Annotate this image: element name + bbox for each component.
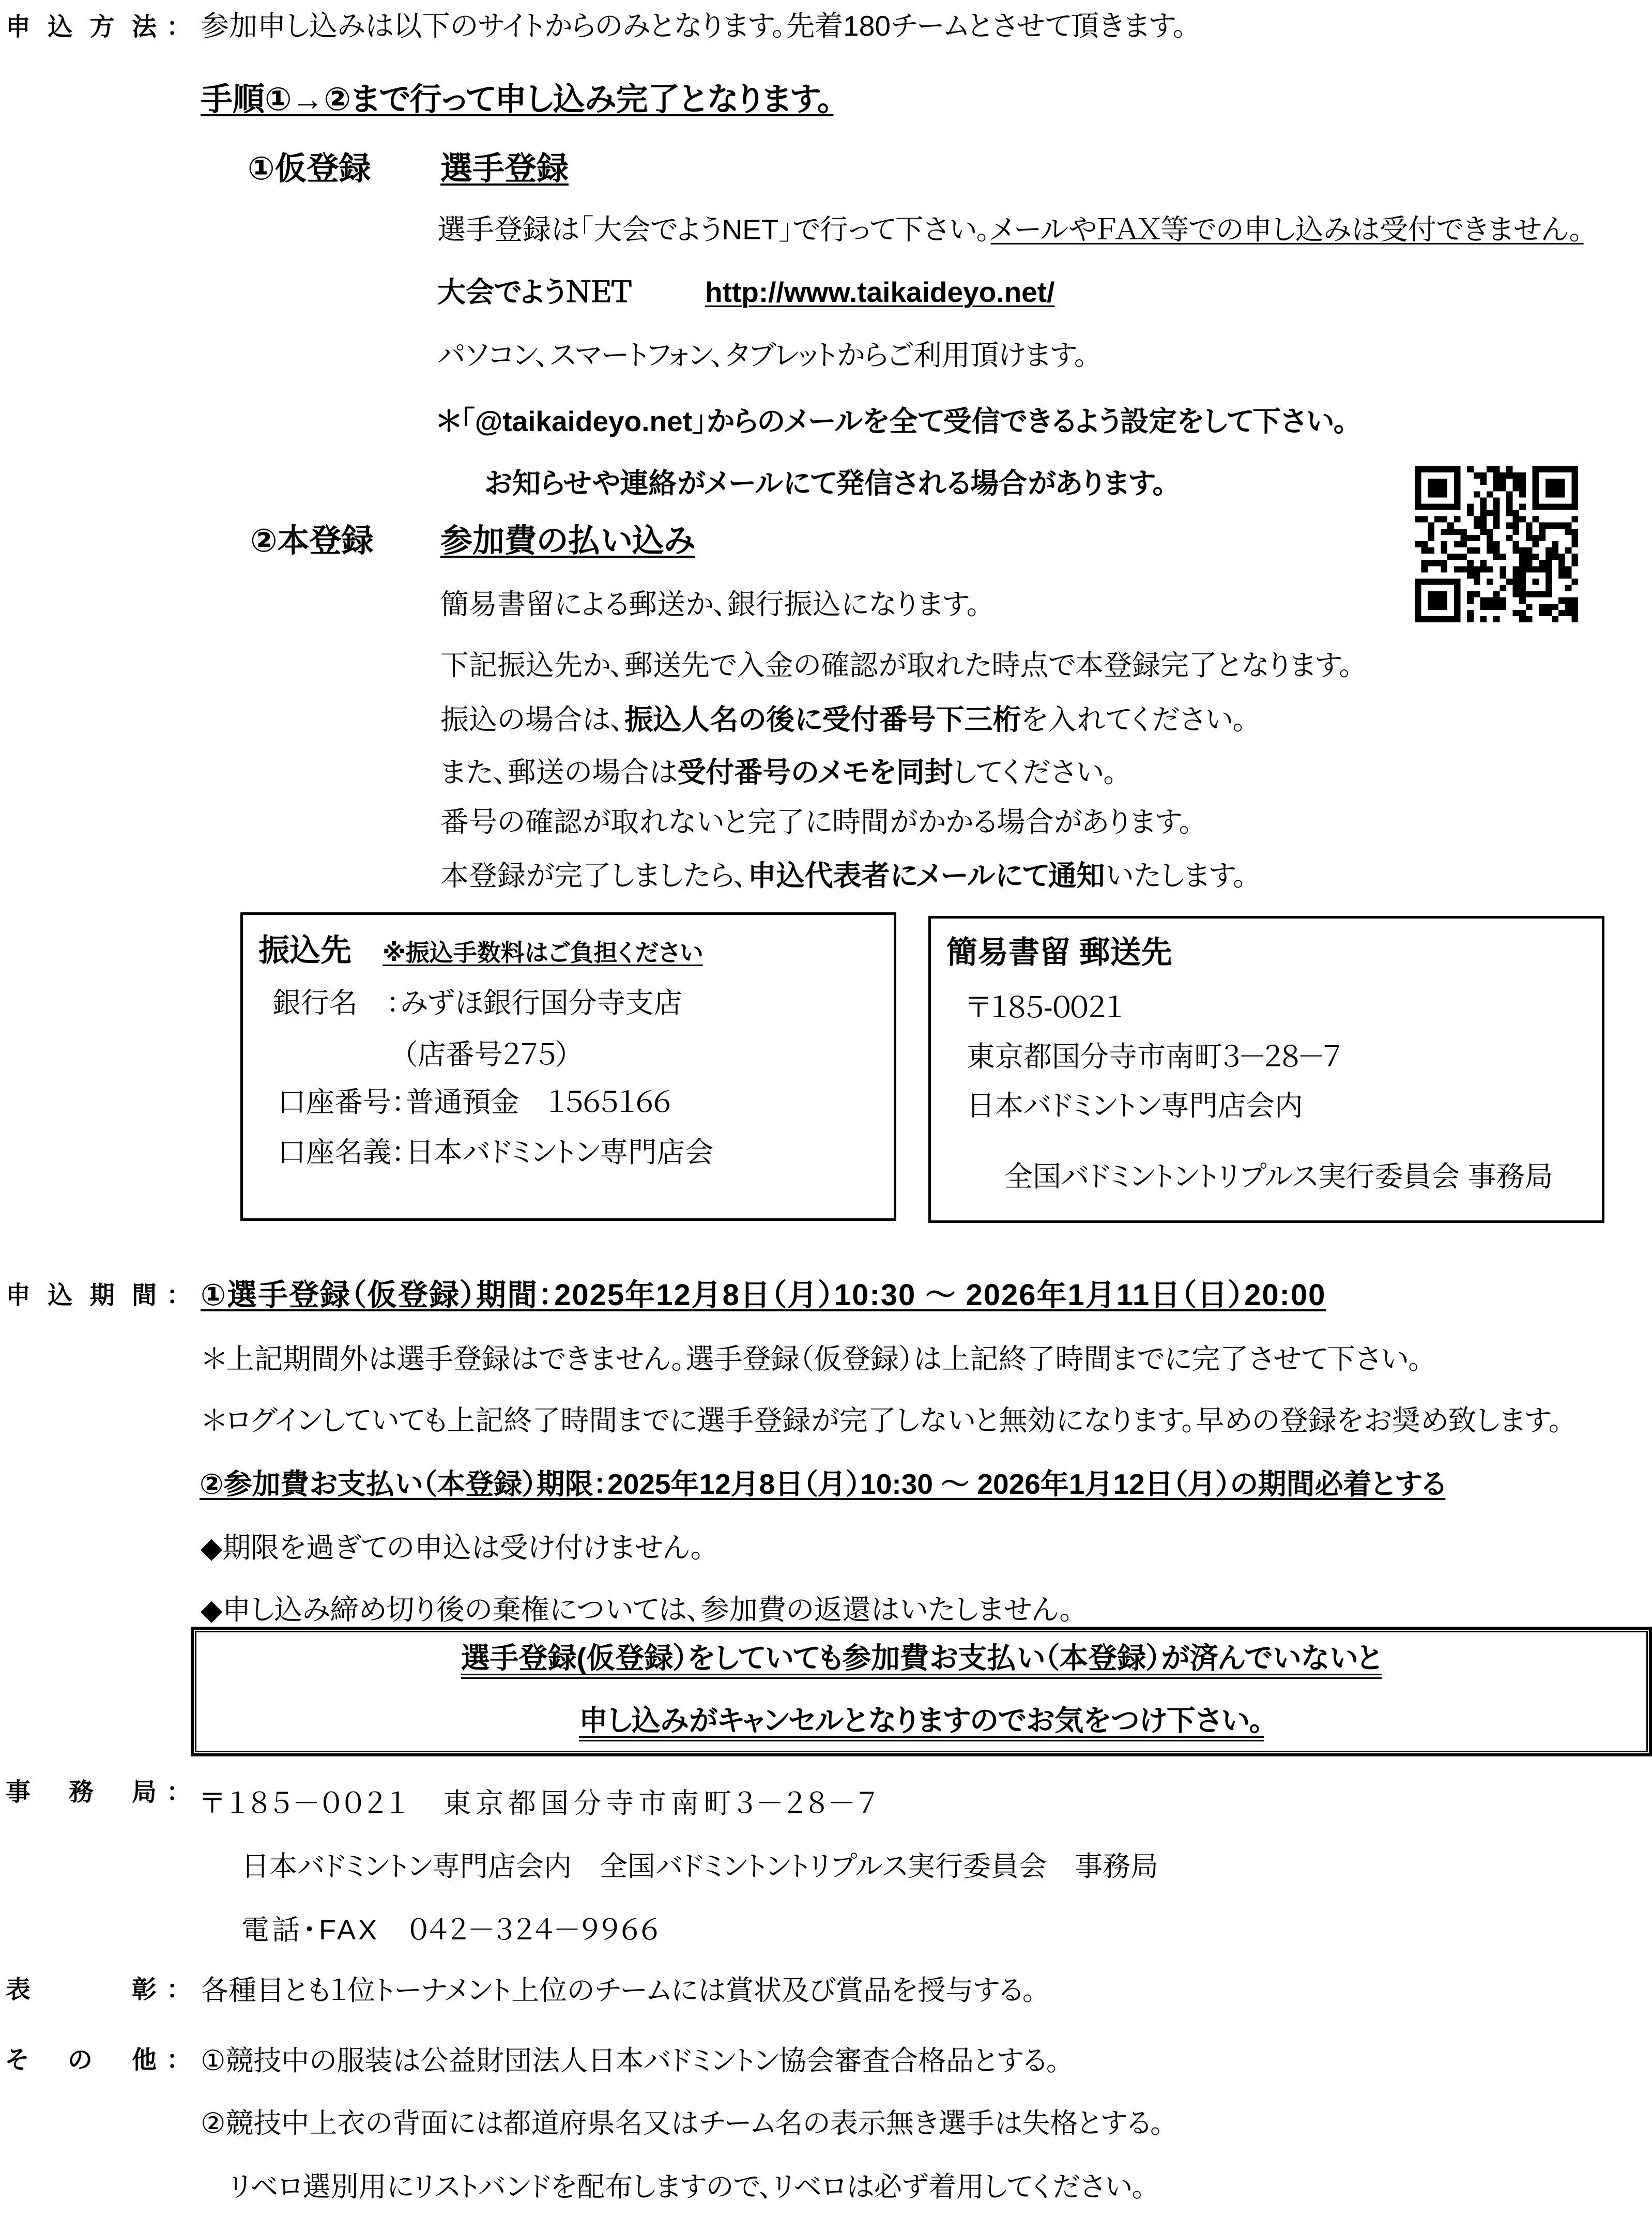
step2-line-text: 振込の場合は、 — [440, 703, 625, 736]
step2-title: 参加費の払い込み — [440, 523, 695, 559]
step1-instruction — [437, 213, 1584, 246]
awards-text: 各種目とも１位トーナメント上位のチームには賞状及び賞品を授与する。 — [201, 1975, 1037, 2006]
step2-number-label: ②本登録 — [250, 523, 374, 559]
registered-mail-box — [928, 916, 1604, 1223]
office-postal-address: 〒１８５－００２１ 東京都国分寺市南町３－２８－７ — [201, 1788, 880, 1819]
bank-name-row: 銀行名 ：みずほ銀行国分寺支店 — [272, 987, 682, 1019]
bank-transfer-box — [240, 912, 896, 1221]
mail-postal-code: 〒１８５-００２１ — [967, 991, 1124, 1023]
step2-line — [440, 590, 981, 619]
payment-deadline: ②参加費お支払い（本登録）期限：2025年12月8日（月）10:30 ～ 2026年1月12日（月）の期間必着とする — [200, 1468, 1446, 1500]
account-number-row: 口座番号：普通預金 １５６５１６６ — [278, 1086, 671, 1118]
notice-line — [196, 1706, 1646, 1741]
step2-line-text: を入れてください。 — [1021, 703, 1247, 736]
step2-line-text: 番号の確認が取れないと完了に時間がかかる場合があります。 — [440, 806, 1194, 838]
mail-box-title: 簡易書留 郵送先 — [946, 935, 1172, 970]
step2-line-text: いたします。 — [1105, 860, 1248, 892]
section-label-application-method: 申込方法 — [6, 13, 157, 41]
section-label-other: その他 — [6, 2046, 157, 2074]
notice-inner-border — [195, 1631, 1648, 1752]
intro-text: 参加申し込みは以下のサイトからのみとなります。先着180チームとさせて頂きます。 — [201, 10, 1187, 42]
devices-text: パソコン、スマートフォン、タブレットからご利用頂けます。 — [437, 339, 1089, 371]
bank-box-title: 振込先 — [258, 933, 351, 968]
site-name: 大会でようＮＥＴ — [437, 276, 632, 308]
payment-note: ◆期限を過ぎての申込は受け付けません。 — [201, 1532, 705, 1564]
entry-period: ①選手登録（仮登録）期間：2025年12月8日（月）10:30 ～ 2026年1月11日（日）20:00 — [201, 1278, 1326, 1312]
step2-line-text: 簡易書留による郵送か、銀行振込になります。 — [440, 588, 981, 620]
notice-text: 選手登録(仮登録）をしていても参加費お支払い（本登録）が済んでいないと — [461, 1644, 1382, 1679]
section-label-application-period: 申込期間 — [6, 1282, 157, 1309]
step2-line-emphasis: 申込代表者にメールにて通知 — [747, 860, 1105, 892]
steps-heading: 手順①→②まで行って申し込み完了となります。 — [201, 82, 834, 117]
bank-fee-note: ※振込手数料はご負担ください — [383, 939, 703, 966]
step2-line — [440, 758, 1118, 787]
instruction-warning: メールやＦＡＸ等での申し込みは受付できません。 — [990, 213, 1584, 246]
step2-line-emphasis: 振込人名の後に受付番号下三桁 — [624, 703, 1021, 736]
payment-note: ◆申し込み締め切り後の棄権については、参加費の返還はいたしません。 — [201, 1594, 1074, 1626]
other-item: リベロ選別用にリストバンドを配布しますので、リベロは必ず着用してください。 — [230, 2171, 1146, 2202]
label-colon: ： — [166, 13, 179, 41]
step1-title: 選手登録 — [440, 151, 569, 187]
step2-line-emphasis: 受付番号のメモを同封 — [677, 756, 953, 788]
label-colon: ： — [166, 1976, 179, 2003]
label-colon: ： — [166, 2046, 179, 2074]
notice-text: 申し込みがキャンセルとなりますのでお気をつけ下さい。 — [579, 1706, 1264, 1741]
mail-setting-notice: ＊「@taikaideyo.net」からのメールを全て受信できるよう設定をして下さい。 — [437, 405, 1348, 437]
section-label-awards: 表彰 — [6, 1976, 157, 2003]
label-colon: ： — [166, 1779, 179, 1806]
account-name-row: 口座名義：日本バドミントン専門店会 — [278, 1136, 714, 1168]
mail-info-notice: お知らせや連絡がメールにて発信される場合があります。 — [484, 467, 1167, 499]
entry-note: ＊ログインしていても上記終了時間までに選手登録が完了しないと無効になります。早めの登録をお奨め致します。 — [203, 1404, 1563, 1436]
mail-recipient: 全国バドミントントリプルス実行委員会 事務局 — [1004, 1160, 1553, 1192]
step2-line-text: 下記振込先か、郵送先で入金の確認が取れた時点で本登録完了となります。 — [440, 649, 1354, 681]
instruction-text: 選手登録は「大会でようNET」で行って下さい。 — [437, 213, 991, 246]
office-organization: 日本バドミントン専門店会内 全国バドミントントリプルス実行委員会 事務局 — [241, 1851, 1159, 1882]
other-item: ①競技中の服装は公益財団法人日本バドミントン協会審査合格品とする。 — [201, 2045, 1061, 2076]
step1-number-label: ①仮登録 — [248, 151, 371, 187]
entry-note: ＊上記期間外は選手登録はできません。選手登録（仮登録）は上記終了時間までに完了させて下さい。 — [203, 1343, 1423, 1375]
mail-care-of: 日本バドミントン専門店会内 — [967, 1090, 1303, 1122]
other-item: ②競技中上衣の背面には都道府県名又はチーム名の表示無き選手は失格とする。 — [201, 2108, 1165, 2139]
notice-line — [196, 1644, 1646, 1679]
step2-line-text: 本登録が完了しましたら、 — [440, 860, 748, 892]
label-colon: ： — [166, 1282, 179, 1309]
step2-line — [440, 808, 1194, 836]
cancellation-notice-box — [191, 1627, 1652, 1756]
step2-line-text: してください。 — [953, 756, 1118, 788]
qr-code-icon — [1415, 466, 1578, 622]
branch-number: （店番号２７５） — [403, 1038, 570, 1070]
step2-line — [440, 862, 1247, 890]
office-phone-fax: 電話・FAX ０４２－３２４－９９６６ — [241, 1915, 661, 1946]
step2-line — [440, 703, 1247, 736]
qr-code-graphic — [1415, 466, 1578, 622]
site-url-link[interactable]: http://www.taikaideyo.net/ — [705, 276, 1055, 308]
section-label-office: 事務局 — [6, 1779, 157, 1806]
mail-address: 東京都国分寺市南町３－２８－７ — [967, 1041, 1341, 1073]
step2-line-text: また、郵送の場合は — [440, 756, 678, 788]
step2-line — [440, 651, 1353, 680]
